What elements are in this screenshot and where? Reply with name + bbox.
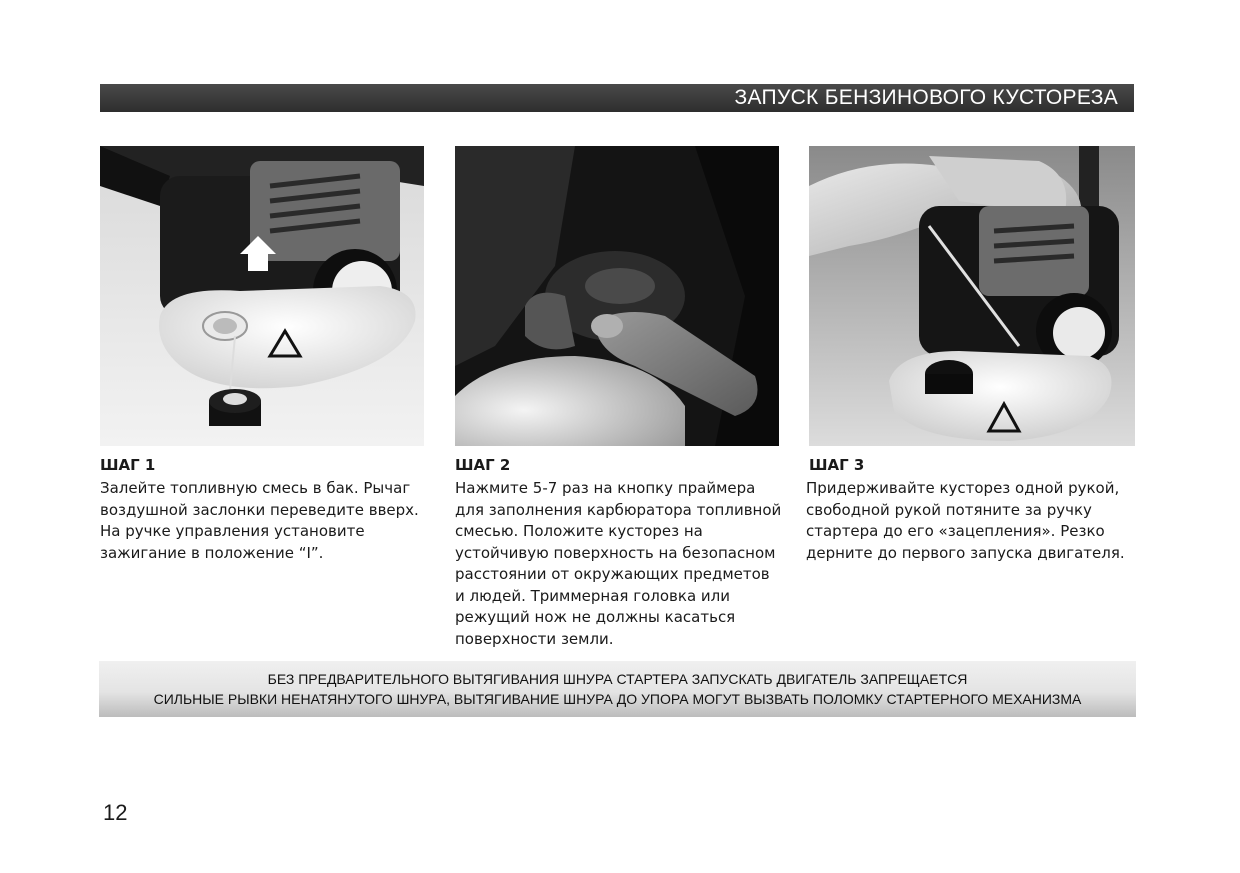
warning-box xyxy=(99,661,1136,717)
step-1-photo xyxy=(100,146,424,446)
step-1-text: Залейте топливную смесь в бак. Рычаг воздушной заслонки переведите вверх. На ручке управления установите зажигание в положение “I”. xyxy=(100,479,419,562)
step-3-text: Придерживайте кусторез одной рукой, свободной рукой потяните за ручку стартера до его «зацепления». Резко дерните до первого запуска двигателя. xyxy=(806,479,1125,562)
step-2-photo xyxy=(455,146,779,446)
section-header-bar xyxy=(100,84,1134,112)
step-3-title: ШАГ 3 xyxy=(809,456,865,474)
step-3-photo xyxy=(809,146,1135,446)
warning-line-2: СИЛЬНЫЕ РЫВКИ НЕНАТЯНУТОГО ШНУРА, ВЫТЯГИВАНИЕ ШНУРА ДО УПОРА МОГУТ ВЫЗВАТЬ ПОЛОМКУ СТАРТЕРНОГО МЕХАНИЗМА xyxy=(153,691,1082,707)
page-number: 12 xyxy=(103,800,128,825)
step-1-title: ШАГ 1 xyxy=(100,456,156,474)
section-title: ЗАПУСК БЕНЗИНОВОГО КУСТОРЕЗА xyxy=(734,86,1118,109)
warning-line-1: БЕЗ ПРЕДВАРИТЕЛЬНОГО ВЫТЯГИВАНИЯ ШНУРА СТАРТЕРА ЗАПУСКАТЬ ДВИГАТЕЛЬ ЗАПРЕЩАЕТСЯ xyxy=(267,671,968,687)
step-2-title: ШАГ 2 xyxy=(455,456,511,474)
step-2-text: Нажмите 5-7 раз на кнопку праймера для заполнения карбюратора топливной смесью. Положите кусторез на устойчивую поверхность на безопасном расстоянии от окружающих предметов и людей. Триммерная головка или режущий нож не должны касаться поверхности земли. xyxy=(455,479,782,648)
